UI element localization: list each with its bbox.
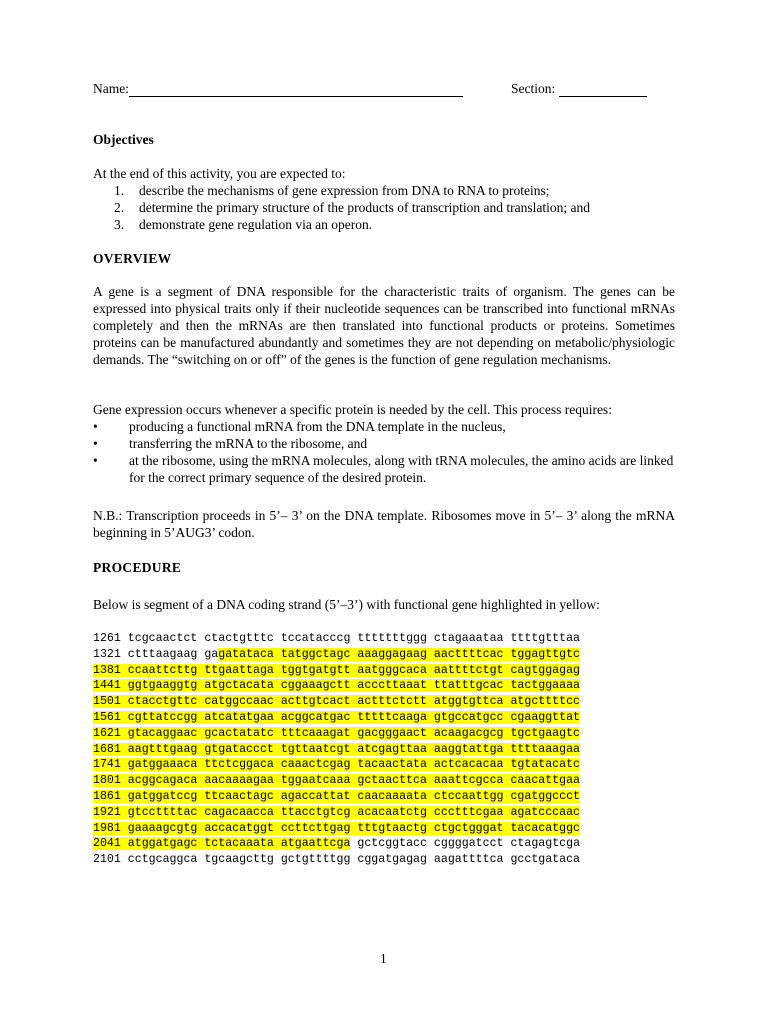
objective-item — [114, 216, 590, 233]
requirements-list — [93, 418, 683, 486]
highlighted-gene-segment: 1921 gtccttttac cagacaacca ttacctgtcg acacaatctg ccctttcgaa agatcccaac — [93, 805, 581, 819]
nb-note: N.B.: Transcription proceeds in 5’– 3’ on the DNA template. Ribosomes move in 5’– 3’ along the mRNA beginning in 5’AUG3’ codon. — [93, 508, 675, 540]
highlighted-gene-segment: 1441 ggtgaaggtg atgctacata cggaaagctt acccttaaat ttatttgcac tactggaaaa — [93, 679, 581, 693]
requirement-item — [93, 435, 683, 452]
highlighted-gene-segment: 1681 aagtttgaag gtgataccct tgttaatcgt atcgagttaa aaggtattga ttttaaagaa — [93, 742, 581, 756]
sequence-segment: 2101 cctgcaggca tgcaagcttg gctgttttgg cggatgagag aagattttca gcctgataca — [93, 853, 581, 867]
sequence-line — [93, 852, 580, 868]
objective-number: 3. — [114, 217, 125, 232]
sequence-line — [93, 631, 580, 647]
objective-text: describe the mechanisms of gene expression from DNA to RNA to proteins; — [139, 183, 550, 198]
requirement-text: producing a functional mRNA from the DNA template in the nucleus, — [129, 419, 506, 434]
sequence-segment: 1261 tcgcaactct ctactgtttc tccatacccg tttttttggg ctagaaataa ttttgtttaa — [93, 632, 581, 645]
requirement-item — [93, 452, 683, 486]
sequence-segment: 1321 ctttaagaag ga — [93, 647, 219, 661]
requirement-item — [93, 418, 683, 435]
sequence-segment: gctcggtacc cggggatcct ctagagtcga — [350, 837, 581, 851]
requirement-text: transferring the mRNA to the ribosome, and — [129, 436, 368, 451]
name-label: Name: — [93, 81, 129, 96]
objectives-intro: At the end of this activity, you are expected to: — [93, 166, 346, 181]
highlighted-gene-segment: 1501 ctacctgttc catggccaac acttgtcact actttctctt atggtgttca atgcttttcc — [93, 695, 581, 709]
objective-text: determine the primary structure of the products of transcription and translation; and — [139, 200, 590, 215]
sequence-line — [93, 805, 580, 821]
sequence-line — [93, 789, 580, 805]
sequence-line — [93, 663, 580, 679]
sequence-line — [93, 726, 580, 742]
objective-number: 2. — [114, 200, 125, 215]
highlighted-gene-segment: 1621 gtacaggaac gcactatatc tttcaaagat gacgggaact acaagacgcg tgctgaagtc — [93, 726, 581, 740]
objectives-heading: Objectives — [93, 132, 154, 147]
highlighted-gene-segment: 1381 ccaattcttg ttgaattaga tggtgatgtt aatgggcaca aattttctgt cagtggagag — [93, 663, 581, 677]
overview-heading: OVERVIEW — [93, 251, 172, 266]
name-field-row — [93, 80, 463, 97]
highlighted-gene-segment: 1981 gaaaagcgtg accacatggt ccttcttgag tttgtaactg ctgctgggat tacacatggc — [93, 821, 581, 835]
sequence-line — [93, 647, 580, 663]
sequence-line — [93, 694, 580, 710]
section-field-row — [511, 80, 647, 97]
highlighted-gene-segment: 2041 atggatgagc tctacaaata atgaattcga — [93, 837, 351, 851]
objectives-list — [114, 182, 590, 233]
highlighted-gene-segment: 1741 gatggaaaca ttctcggaca caaactcgag tacaactata actcacacaa tgtatacatc — [93, 758, 581, 772]
procedure-intro: Below is segment of a DNA coding strand (5’–3’) with functional gene highlighted in yellow: — [93, 597, 600, 612]
highlighted-gene-segment: 1801 acggcagaca aacaaaagaa tggaatcaaa gctaacttca aaattcgcca caacattgaa — [93, 774, 581, 788]
procedure-heading: PROCEDURE — [93, 560, 182, 575]
highlighted-gene-segment: gatataca tatggctagc aaaggagaag aacttttcac tggagttgtc — [218, 647, 581, 661]
objective-item — [114, 182, 590, 199]
objective-item — [114, 199, 590, 216]
highlighted-gene-segment: 1861 gatggatccg ttcaactagc agaccattat caacaaaata ctccaattgg cgatggccct — [93, 789, 581, 803]
sequence-line — [93, 742, 580, 758]
objective-number: 1. — [114, 183, 125, 198]
dna-sequence-block — [93, 631, 580, 868]
sequence-line — [93, 821, 580, 837]
section-blank-line — [559, 82, 647, 97]
objective-text: demonstrate gene regulation via an operon. — [139, 217, 373, 232]
page-number: 1 — [380, 951, 387, 966]
gene-expression-intro: Gene expression occurs whenever a specific protein is needed by the cell. This process requires: — [93, 402, 612, 417]
bullet-icon: • — [93, 453, 98, 468]
sequence-line — [93, 757, 580, 773]
sequence-line — [93, 710, 580, 726]
sequence-line — [93, 678, 580, 694]
section-label: Section: — [511, 81, 556, 96]
requirement-text: at the ribosome, using the mRNA molecules, along with tRNA molecules, the amino acids are linked for the correct primary sequence of the desired protein. — [129, 453, 674, 485]
sequence-line — [93, 836, 580, 852]
sequence-line — [93, 773, 580, 789]
bullet-icon: • — [93, 419, 98, 434]
bullet-icon: • — [93, 436, 98, 451]
overview-paragraph: A gene is a segment of DNA responsible for the characteristic traits of organism. The genes can be expressed into physical traits only if their nucleotide sequences can be transcribed into functional mRNAs completely and then the mRNAs are then translated into functional products or proteins. Sometimes proteins can be manufactured abundantly and sometimes they are not depending on metabolic/physiologic demands. The “switching on or off” of the genes is the function of gene regulation mechanisms. — [93, 284, 675, 367]
name-blank-line — [129, 82, 463, 97]
highlighted-gene-segment: 1561 cgttatccgg atcatatgaa acggcatgac tttttcaaga gtgccatgcc cgaaggttat — [93, 710, 581, 724]
